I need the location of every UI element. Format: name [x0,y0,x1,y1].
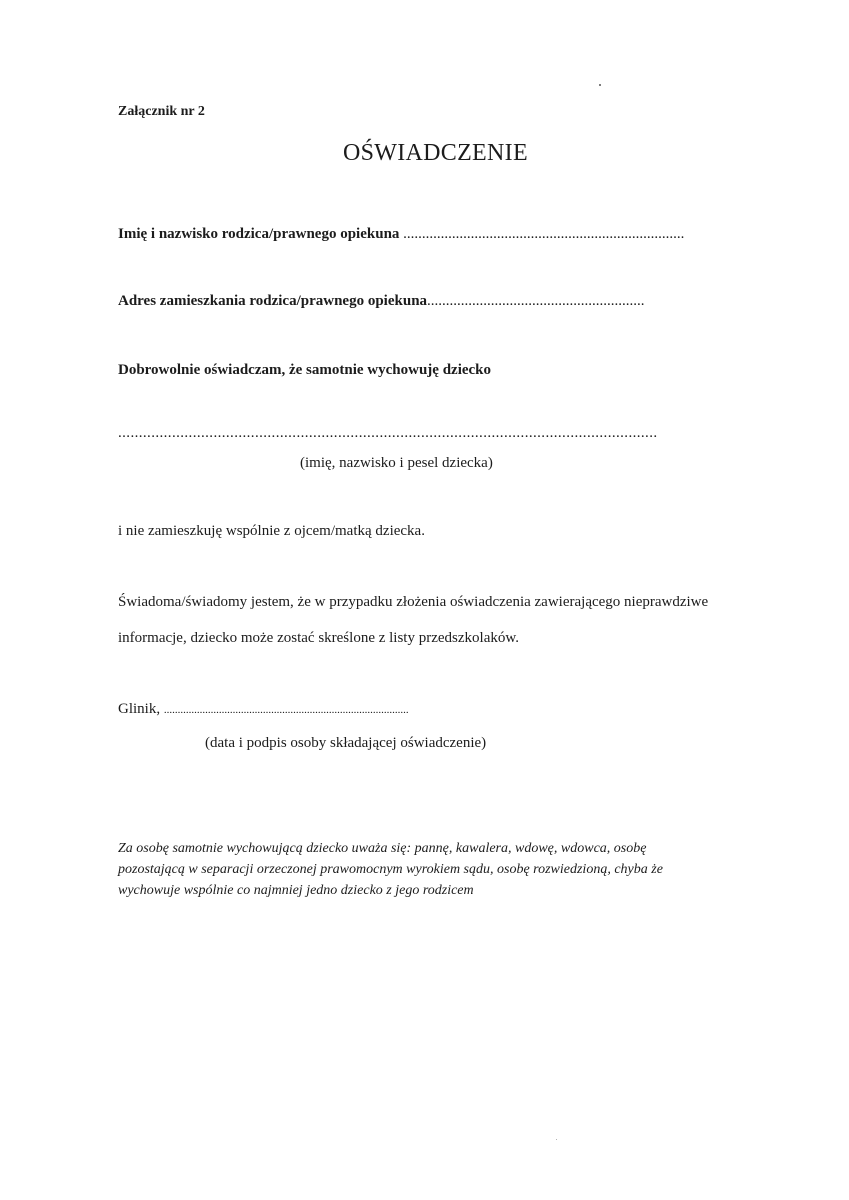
parent-address-label: Adres zamieszkania rodzica/prawnego opiekuna [118,293,428,309]
awareness-statement-line-1: Świadoma/świadomy jestem, że w przypadku złożenia oświadczenia zawierającego nieprawdziwe [118,594,709,610]
document-title: OŚWIADCZENIE [343,140,528,166]
footnote [118,838,738,901]
parent-address-fill-line: .......................................................... [427,293,645,309]
annex-label: Załącznik nr 2 [118,104,205,119]
scan-speck [599,84,601,86]
parent-name-label: Imię i nazwisko rodzica/prawnego opiekuna [118,226,400,242]
declaration-statement: Dobrowolnie oświadczam, że samotnie wychowuję dziecko [118,362,492,378]
place-date-field [118,701,409,718]
scan-speck [556,1139,557,1140]
signature-caption: (data i podpis osoby składającej oświadczenie) [205,735,487,751]
parent-address-field [118,293,645,310]
not-living-together-statement: i nie zamieszkuję wspólnie z ojcem/matką dziecka. [118,523,425,539]
parent-name-field [118,226,684,243]
child-fill-line: .................................................................................................................................. [118,425,658,441]
place-name: Glinik, [118,701,161,717]
footnote-line: wychowuje wspólnie co najmniej jedno dziecko z jego rodzicem [118,883,474,898]
awareness-statement-line-2: informacje, dziecko może zostać skreślone z listy przedszkolaków. [118,630,519,646]
child-caption: (imię, nazwisko i pesel dziecka) [300,455,493,471]
footnote-line: Za osobę samotnie wychowującą dziecko uważa się: pannę, kawalera, wdowę, wdowca, osobę [118,841,647,856]
signature-fill-line: ......................................................................................... [163,704,409,716]
footnote-line: pozostającą w separacji orzeczonej prawomocnym wyrokiem sądu, osobę rozwiedzioną, chyba że [118,862,663,877]
parent-name-fill-line: ........................................................................... [403,226,685,242]
